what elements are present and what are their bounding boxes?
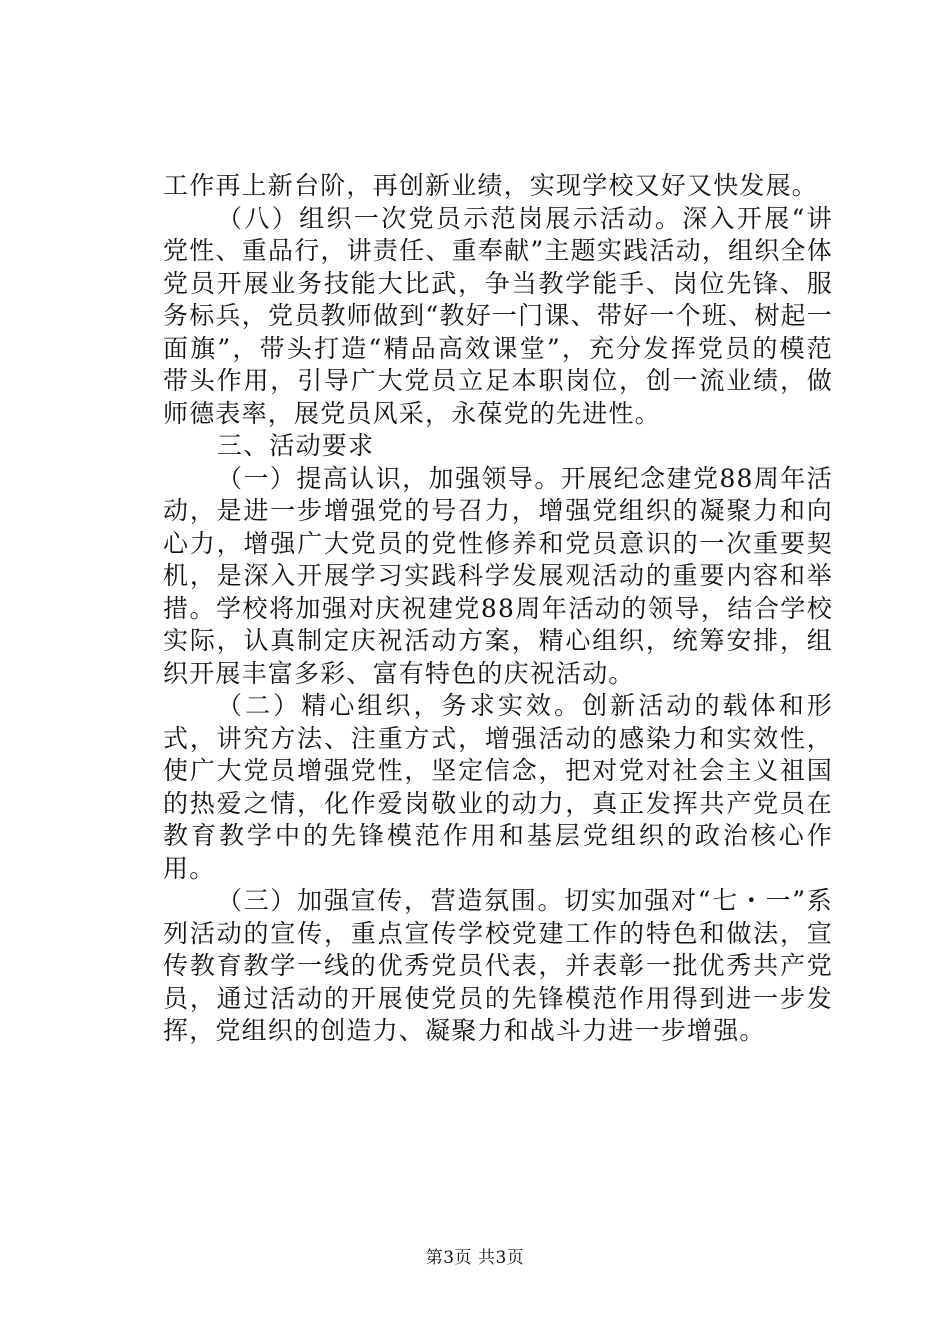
paragraph-requirement-3: （三）加强宣传，营造氛围。切实加强对“七・一”系列活动的宣传，重点宣传学校党建工作的特色和做法，宣传教育教学一线的优秀党员代表，并表彰一批优秀共产党员，通过活动的开展使党员的先锋模范作用得到进一步发挥，党组织的创造力、凝聚力和战斗力进一步增强。	[163, 886, 833, 1045]
section-heading-requirements: 三、活动要求	[217, 431, 375, 460]
paragraph-requirement-1: （一）提高认识，加强领导。开展纪念建党88周年活动，是进一步增强党的号召力，增强党组织的凝聚力和向心力，增强广大党员的党性修养和党员意识的一次重要契机，是深入开展学习实践科学发展观活动的重要内容和举措。学校将加强对庆祝建党88周年活动的领导，结合学校实际，认真制定庆祝活动方案，精心组织，统筹安排，组织开展丰富多彩、富有特色的庆祝活动。	[163, 463, 833, 688]
paragraph-requirement-2: （二）精心组织，务求实效。创新活动的载体和形式，讲究方法、注重方式，增强活动的感染力和实效性，使广大党员增强党性，坚定信念，把对党对社会主义祖国的热爱之情，化作爱岗敬业的动力，真正发挥共产党员在教育教学中的先锋模范作用和基层党组织的政治核心作用。	[163, 691, 833, 883]
page-footer	[0, 1243, 950, 1268]
paragraph-continuation: 工作再上新台阶，再创新业绩，实现学校又好又快发展。	[163, 171, 819, 200]
document-body	[163, 170, 833, 1048]
paragraph-item-8: （八）组织一次党员示范岗展示活动。深入开展“讲党性、重品行，讲责任、重奉献”主题实践活动，组织全体党员开展业务技能大比武，争当教学能手、岗位先锋、服务标兵，党员教师做到“教好一门课、带好一个班、树起一面旗”，带头打造“精品高效课堂”，充分发挥党员的模范带头作用，引导广大党员立足本职岗位，创一流业绩，做师德表率，展党员风采，永葆党的先进性。	[163, 203, 833, 428]
page-number-label: 第3页 共3页	[425, 1248, 525, 1268]
